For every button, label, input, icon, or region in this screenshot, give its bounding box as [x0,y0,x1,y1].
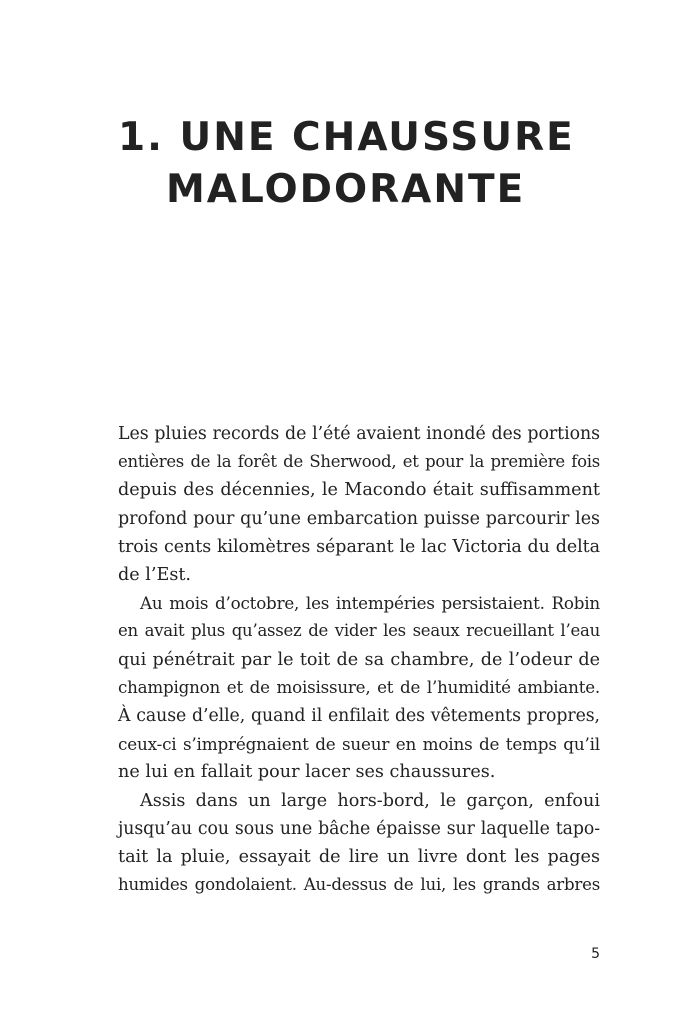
text-line: trois cents kilomètres séparant le lac Victoria du delta [118,536,600,557]
text-line: ceux-ci s’imprégnaient de sueur en moins de temps qu’il [118,734,600,755]
chapter-title [118,112,618,216]
text-line: profond pour qu’une embarcation puisse parcourir les [118,508,600,529]
text-line: jusqu’au cou sous une bâche épaisse sur laquelle tapo- [118,818,600,839]
text-line: Assis dans un large hors-bord, le garçon, enfoui [140,790,600,811]
text-line: ne lui en fallait pour lacer ses chaussures. [118,762,496,783]
text-line: depuis des décennies, le Macondo était suffisamment [118,480,600,501]
text-line: champignon et de moisissure, et de l’humidité ambiante. [118,677,600,697]
text-line: en avait plus qu’assez de vider les seaux recueillant l’eau [118,621,600,641]
chapter-title-line-1: 1. UNE CHAUSSURE [118,115,575,160]
text-line: de l’Est. [118,565,192,586]
chapter-title-line-2: MALODORANTE [166,167,526,212]
body-text [118,420,600,899]
page-number: 5 [591,946,600,962]
paragraph [118,420,600,589]
text-line: tait la pluie, essayait de lire un livre dont les pages [118,847,600,868]
text-line: À cause d’elle, quand il enfilait des vêtements propres, [118,706,600,727]
text-line: Les pluies records de l’été avaient inondé des portions [118,424,600,444]
text-line: qui pénétrait par le toit de sa chambre, de l’odeur de [118,649,600,670]
paragraph [118,589,600,786]
text-line: humides gondolaient. Au-dessus de lui, les grands arbres [118,875,600,895]
text-line: entières de la forêt de Sherwood, et pour la première fois [118,452,600,472]
paragraph [118,787,600,900]
text-line: Au mois d’octobre, les intempéries persistaient. Robin [140,593,600,614]
